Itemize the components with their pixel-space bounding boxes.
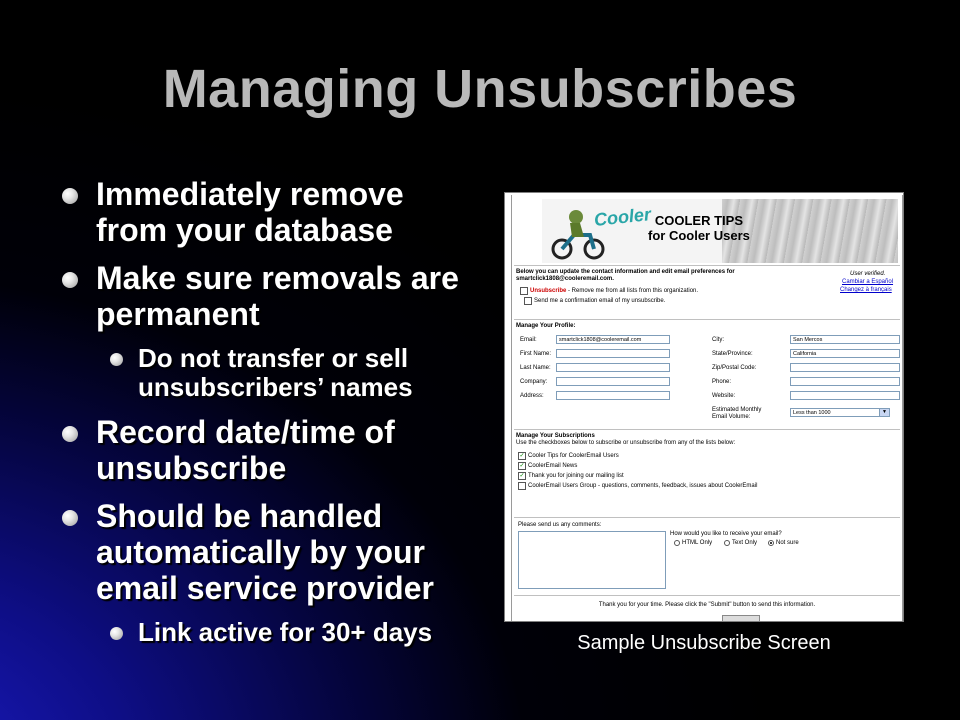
confirm-email-checkbox[interactable] [524, 297, 532, 305]
cooler-logo-word: Cooler [593, 204, 652, 230]
submit-button[interactable] [722, 615, 760, 622]
bullet-text: Record date/time of unsubscribe [96, 414, 395, 486]
format-question: How would you like to receive your email? [670, 531, 782, 537]
profile-section [514, 319, 900, 428]
user-verified-text: User verified. [850, 271, 886, 277]
confirm-email-label: Send me a confirmation email of my unsubscribe. [534, 298, 666, 304]
bullet-item [60, 498, 480, 606]
field-label: City: [712, 337, 724, 343]
field-label: Website: [712, 393, 736, 399]
radio-label: Not sure [776, 540, 799, 546]
field-label: Address: [520, 393, 544, 399]
volume-label-line2: Email Volume: [712, 414, 751, 420]
unsubscribe-checkbox[interactable] [520, 287, 528, 295]
first-name-field[interactable] [556, 349, 670, 358]
address-field[interactable] [556, 391, 670, 400]
email-volume-select[interactable] [790, 408, 890, 417]
banner-tips-line2: for Cooler Users [648, 228, 750, 243]
list-checkbox[interactable]: ✓ [519, 463, 525, 469]
bullet-dot-icon [62, 510, 78, 526]
comments-textarea[interactable] [518, 531, 666, 589]
bullet-dot-icon [110, 627, 123, 640]
list-checkbox[interactable] [518, 482, 526, 490]
screenshot-form [511, 195, 903, 622]
list-label: CoolerEmail News [528, 463, 578, 469]
bullet-dot-icon [62, 272, 78, 288]
unsubscribe-screenshot [504, 192, 904, 622]
phone-field[interactable] [790, 377, 900, 386]
radio-label: HTML Only [682, 540, 713, 546]
comments-label: Please send us any comments: [518, 522, 602, 528]
email-volume-value: Less than 1000 [793, 410, 831, 416]
unsubscribe-desc: - Remove me from all lists from this organization. [566, 288, 699, 294]
not-sure-radio[interactable] [768, 540, 774, 546]
subscriptions-section [514, 429, 900, 516]
city-field[interactable]: San Mercos [790, 335, 900, 344]
volume-label-line1: Estimated Monthly [712, 407, 762, 413]
list-label: Thank you for joining our mailing list [528, 473, 624, 479]
intro-line2: smartclick1808@cooleremail.com. [516, 276, 614, 282]
screenshot-caption: Sample Unsubscribe Screen [577, 632, 831, 654]
bullet-item [60, 260, 480, 332]
cooler-email-banner [542, 199, 898, 263]
unsubscribe-label: Unsubscribe [530, 288, 567, 294]
html-only-radio[interactable] [674, 540, 680, 546]
list-checkbox[interactable]: ✓ [519, 473, 525, 479]
intro-section [514, 265, 900, 318]
chevron-down-icon: ▼ [879, 409, 889, 416]
slide-title: Managing Unsubscribes [162, 59, 798, 119]
sub-bullet-text: Link active for 30+ days [138, 617, 433, 647]
bullet-dot-icon [110, 353, 123, 366]
radio-label: Text Only [732, 540, 758, 546]
field-label: Company: [520, 379, 548, 385]
field-label: First Name: [520, 351, 552, 357]
list-checkbox[interactable]: ✓ [519, 453, 525, 459]
last-name-field[interactable] [556, 363, 670, 372]
subscriptions-desc: Use the checkboxes below to subscribe or unsubscribe from any of the lists below: [516, 440, 736, 446]
field-label: Phone: [712, 379, 732, 385]
list-label: CoolerEmail Users Group - questions, comments, feedback, issues about CoolerEmail [528, 483, 758, 489]
sub-bullet-item [108, 618, 480, 647]
email-field[interactable]: smartclick1808@cooleremail.com [556, 335, 670, 344]
field-label: Last Name: [520, 365, 551, 371]
field-label: State/Province: [712, 351, 753, 357]
bullet-dot-icon [62, 188, 78, 204]
banner-tips-line1: COOLER TIPS [654, 213, 743, 228]
subscriptions-heading: Manage Your Subscriptions [516, 433, 595, 439]
footer-section [514, 595, 900, 622]
french-link[interactable]: Changez à français [840, 287, 892, 293]
state-field[interactable]: California [790, 349, 900, 358]
spanish-link[interactable]: Cambiar a Español [842, 279, 894, 285]
company-field[interactable] [556, 377, 670, 386]
field-label: Email: [520, 337, 537, 343]
bullet-dot-icon [62, 426, 78, 442]
bullet-text: Should be handled automatically by your email service provider [96, 498, 434, 606]
bullet-item [60, 176, 480, 248]
bullet-text: Make sure removals are permanent [96, 260, 459, 332]
field-label: Zip/Postal Code: [712, 365, 757, 371]
comments-section [514, 517, 900, 594]
sub-bullet-text: Do not transfer or sell unsubscribers’ names [138, 343, 413, 402]
bullet-list [60, 176, 480, 659]
sub-bullet-item [108, 344, 480, 402]
unsubscribe-row [530, 288, 698, 295]
profile-heading: Manage Your Profile: [516, 323, 576, 329]
text-only-radio[interactable] [724, 540, 730, 546]
intro-line1: Below you can update the contact information and edit email preferences for [516, 269, 735, 275]
bullet-item [60, 414, 480, 486]
bullet-text: Immediately remove from your database [96, 176, 404, 248]
banner-tips [648, 213, 750, 243]
list-label: Cooler Tips for CoolerEmail Users [528, 453, 619, 459]
zip-field[interactable] [790, 363, 900, 372]
website-field[interactable] [790, 391, 900, 400]
footer-text: Thank you for your time. Please click the "Submit" button to send this information. [598, 602, 816, 608]
